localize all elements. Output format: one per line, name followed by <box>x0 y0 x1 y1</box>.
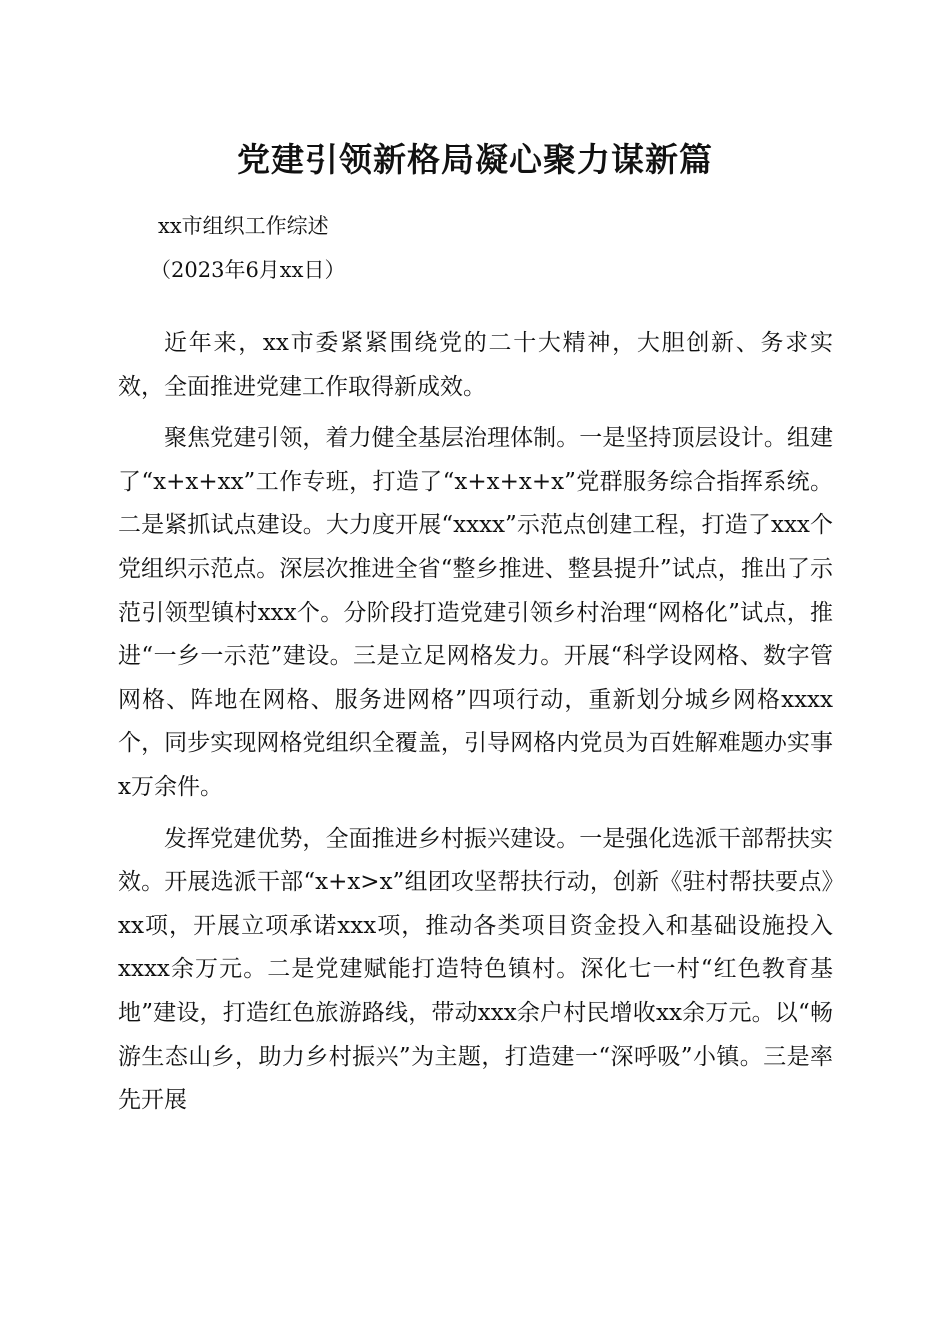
paragraph-governance: 聚焦党建引领，着力健全基层治理体制。一是坚持顶层设计。组建了“x+x+xx”工作专班，打造了“x+x+x+x”党群服务综合指挥系统。二是紧抓试点建设。大力度开展“xxxx”示范点创建工程，打造了xxx个党组织示范点。深层次推进全省“整乡推进、整县提升”试点，推出了示范引领型镇村xxx个。分阶段打造党建引领乡村治理“网格化”试点，推进“一乡一示范”建设。三是立足网格发力。开展“科学设网格、数字管网格、阵地在网格、服务进网格”四项行动，重新划分城乡网格xxxx个，同步实现网格党组织全覆盖，引导网格内党员为百姓解难题办实事x万余件。 <box>118 425 833 800</box>
document-subtitle: xx市组织工作综述 <box>158 214 329 238</box>
document-body <box>118 322 833 1123</box>
paragraph-rural-revitalization: 发挥党建优势，全面推进乡村振兴建设。一是强化选派干部帮扶实效。开展选派干部“x+x>x”组团攻坚帮扶行动，创新《驻村帮扶要点》xx项，开展立项承诺xxx项，推动各类项目资金投入和基础设施投入xxxx余万元。二是党建赋能打造特色镇村。深化七一村“红色教育基地”建设，打造红色旅游路线，带动xxx余户村民增收xx余万元。以“畅游生态山乡，助力乡村振兴”为主题，打造建一“深呼吸”小镇。三是率先开展 <box>118 825 833 1114</box>
document-title: 党建引领新格局凝心聚力谋新篇 <box>237 140 713 179</box>
document-date: （2023年6月xx日） <box>150 258 346 282</box>
paragraph-intro: 近年来，xx市委紧紧围绕党的二十大精神，大胆创新、务求实效，全面推进党建工作取得新成效。 <box>118 330 833 400</box>
